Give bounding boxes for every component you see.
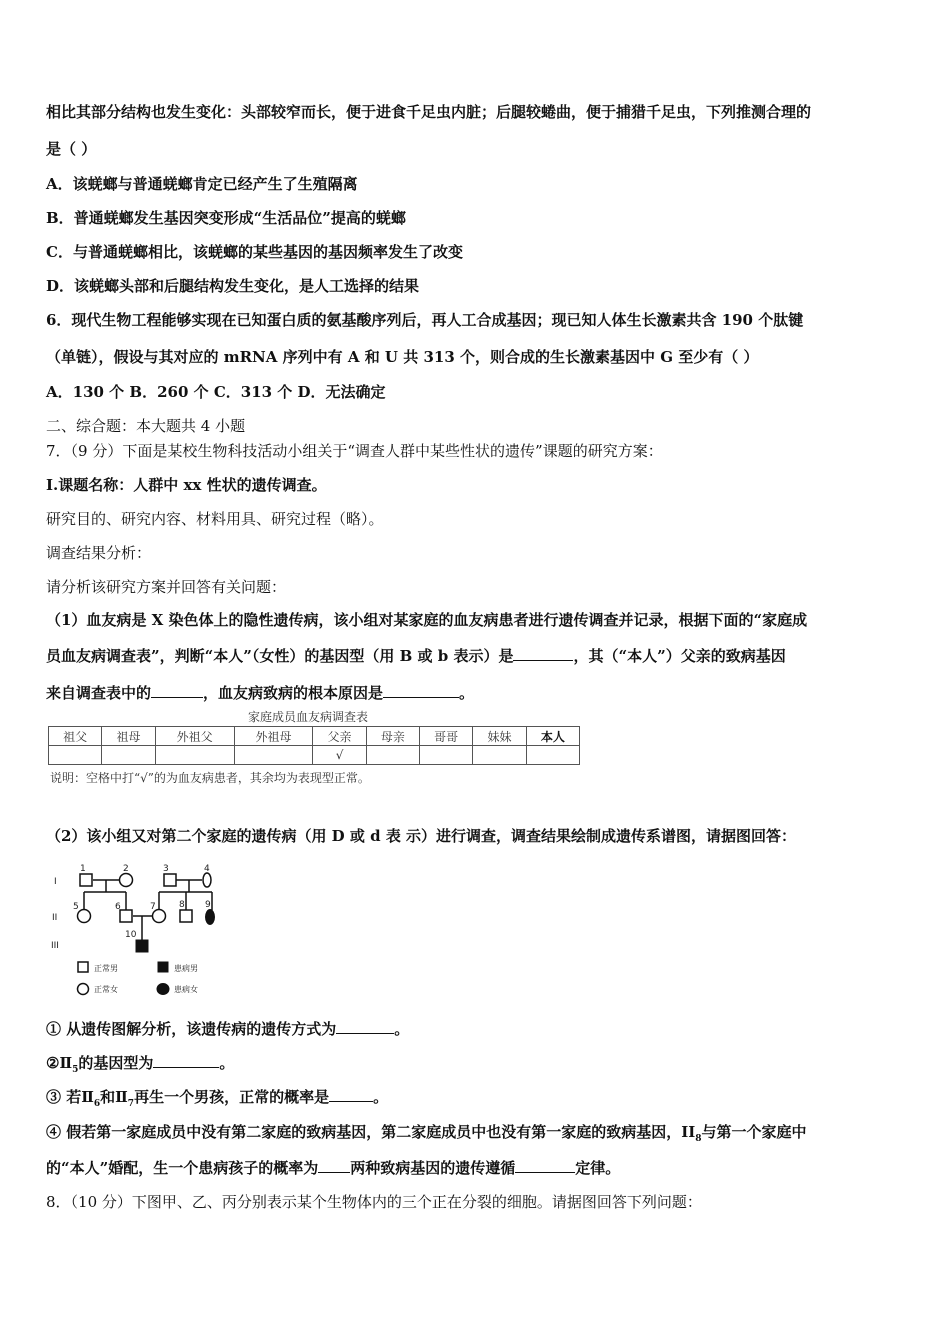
- q7-part1-line3-a: 来自调查表中的: [46, 684, 152, 702]
- q7-sub3-text2: 和Ⅱ: [100, 1088, 128, 1106]
- table-cell: [473, 746, 526, 765]
- person-id: 8: [179, 900, 185, 910]
- subscript: 7: [127, 1099, 135, 1109]
- q7-sub4-line2: [46, 1158, 620, 1178]
- q7-sub1-end: 。: [394, 1020, 410, 1038]
- person-id: 9: [205, 900, 211, 910]
- q7-sub2-text2: 的基因型为: [78, 1054, 154, 1072]
- table-header: 哥哥: [420, 727, 473, 746]
- person-id: 3: [163, 864, 169, 874]
- table-cell: [420, 746, 473, 765]
- subscript: 8: [695, 1134, 702, 1144]
- table-cell: [155, 746, 234, 765]
- q7-part1-line2-a: 员血友病调查表”，判断“本人”（女性）的基因型（用 B 或 b 表示）是: [46, 647, 514, 665]
- q7-part1-line3-c: 。: [459, 684, 475, 702]
- q5-option-b: B．普通蜣螂发生基因突变形成“生活品位”提高的蜣螂: [46, 209, 406, 227]
- q7-part1-line3: [46, 683, 474, 703]
- table-title: 家庭成员血友病调查表: [247, 710, 368, 724]
- q7-sub4-end: 定律。: [575, 1159, 621, 1177]
- person-id: 7: [150, 902, 156, 912]
- q7-sub4-text4: 两种致病基因的遗传遵循: [350, 1159, 516, 1177]
- q5-option-c: C．与普通蜣螂相比，该蜣螂的某些基因的基因频率发生了改变: [46, 243, 463, 261]
- q7-analysis: 调查结果分析：: [46, 544, 152, 562]
- table-header: 妹妹: [473, 727, 526, 746]
- q7-part1-line3-b: ，血友病致病的根本原因是: [203, 684, 384, 702]
- table-row: [49, 746, 580, 765]
- subscript: 6: [93, 1099, 101, 1109]
- q7-please: 请分析该研究方案并回答有关问题：: [46, 578, 287, 596]
- q8-intro: 8．（10 分）下图甲、乙、丙分别表示某个生物体内的三个正在分裂的细胞。请据图回答下列问题：: [46, 1193, 702, 1211]
- legend-label: 正常女: [94, 985, 118, 994]
- q6-line1: 6．现代生物工程能够实现在已知蛋白质的氨基酸序列后，再人工合成基因；现已知人体生长激素共含 190 个肽键: [46, 311, 804, 329]
- q7-sub4-line1: [46, 1122, 807, 1149]
- answer-blank-probability[interactable]: [329, 1087, 373, 1102]
- table-header: 祖母: [102, 727, 155, 746]
- answer-blank-risk[interactable]: [318, 1158, 350, 1173]
- pedigree-female-4: [203, 873, 211, 887]
- table-grid: [48, 726, 580, 765]
- q7-sub4-text2: 与第一个家庭中: [701, 1123, 807, 1141]
- q7-sub3-text: ③ 若Ⅱ: [46, 1088, 94, 1106]
- q7-sub2-text: ②Ⅱ: [46, 1054, 73, 1072]
- q7-topic: I.课题名称：人群中 xx 性状的遗传调查。: [46, 476, 327, 494]
- gen-label: II: [52, 913, 58, 923]
- legend-normal-male-symbol: [78, 962, 88, 972]
- q7-sub3: [46, 1087, 388, 1114]
- family-survey-table: [48, 708, 588, 786]
- q7-sub4-text3: 的“本人”婚配，生一个患病孩子的概率为: [46, 1159, 319, 1177]
- table-note: 说明：空格中打“√”的为血友病患者，其余均为表现型正常。: [50, 771, 370, 785]
- q5-stem-line1: 相比其部分结构也发生变化：头部较窄而长，便于进食千足虫内脏；后腿较蜷曲，便于捕猎千足虫，下列推测合理的: [46, 103, 812, 121]
- pedigree-female-5: [78, 910, 91, 923]
- legend-label: 患病男: [174, 964, 198, 973]
- table-cell: [49, 746, 102, 765]
- table-cell: [526, 746, 579, 765]
- pedigree-male-8: [180, 910, 192, 922]
- legend-label: 患病女: [174, 985, 198, 994]
- person-id: 1: [80, 864, 86, 874]
- pedigree-male-3: [164, 874, 176, 886]
- person-id: 2: [123, 864, 129, 874]
- pedigree-female-2: [120, 874, 133, 887]
- legend-normal-female-symbol: [78, 984, 89, 995]
- q7-part1-line2: [46, 646, 786, 666]
- answer-blank-genotype[interactable]: [513, 646, 573, 661]
- q7-content: 研究目的、研究内容、材料用具、研究过程（略）。: [46, 510, 384, 528]
- table-cell: √: [313, 746, 366, 765]
- gen-label: III: [51, 941, 59, 951]
- gen-label: I: [54, 877, 57, 887]
- table-header: 祖父: [49, 727, 102, 746]
- pedigree-affected-male-10: [136, 940, 148, 952]
- table-header-row: [49, 727, 580, 746]
- legend-affected-male-symbol: [158, 962, 168, 972]
- person-id: 5: [73, 902, 79, 912]
- answer-blank-law[interactable]: [515, 1158, 575, 1173]
- q7-sub1: [46, 1019, 409, 1039]
- answer-blank-genotype-5[interactable]: [153, 1053, 219, 1068]
- answer-blank-inheritance[interactable]: [336, 1019, 394, 1034]
- q6-options: A．130 个 B．260 个 C．313 个 D．无法确定: [46, 383, 386, 401]
- subscript: 5: [72, 1065, 79, 1075]
- pedigree-affected-female-9: [206, 910, 215, 925]
- q7-part1-line1: （1）血友病是 X 染色体上的隐性遗传病，该小组对某家庭的血友病患者进行遗传调查并记录，根据下面的“家庭成: [46, 611, 808, 629]
- pedigree-chart: [46, 858, 246, 1003]
- q7-intro: 7．（9 分）下面是某校生物科技活动小组关于“调查人群中某些性状的遗传”课题的研究方案：: [46, 442, 663, 460]
- q7-sub4-text: ④ 假若第一家庭成员中没有第二家庭的致病基因，第二家庭成员中也没有第一家庭的致病基因，II: [46, 1123, 696, 1141]
- person-id: 6: [115, 902, 121, 912]
- q7-sub2: [46, 1053, 234, 1080]
- q6-line2: （单链），假设与其对应的 mRNA 序列中有 A 和 U 共 313 个，则合成的生长激素基因中 G 至少有（ ）: [46, 348, 759, 366]
- table-header: 外祖父: [155, 727, 234, 746]
- person-id: 4: [204, 864, 210, 874]
- q7-sub3-end: 。: [373, 1088, 389, 1106]
- q5-option-a: A．该蜣螂与普通蜣螂肯定已经产生了生殖隔离: [46, 175, 358, 193]
- table-header: 母亲: [366, 727, 419, 746]
- legend-label: 正常男: [94, 964, 118, 973]
- answer-blank-cause[interactable]: [383, 683, 459, 698]
- q7-part2: （2）该小组又对第二个家庭的遗传病（用 D 或 d 表 示）进行调查，调查结果绘制成遗传系谱图，请据图回答：: [46, 827, 797, 845]
- q7-sub1-text: ① 从遗传图解分析，该遗传病的遗传方式为: [46, 1020, 337, 1038]
- answer-blank-source[interactable]: [151, 683, 203, 698]
- q5-option-d: D．该蜣螂头部和后腿结构发生变化，是人工选择的结果: [46, 277, 420, 295]
- table-header: 本人: [526, 727, 579, 746]
- table-header: 父亲: [313, 727, 366, 746]
- q5-stem-line2: 是（ ）: [46, 140, 97, 158]
- table-cell: [234, 746, 313, 765]
- table-header: 外祖母: [234, 727, 313, 746]
- pedigree-male-6: [120, 910, 132, 922]
- section-heading: 二、综合题：本大题共 4 小题: [46, 417, 246, 435]
- q7-sub3-text3: 再生一个男孩，正常的概率是: [134, 1088, 330, 1106]
- legend-affected-female-symbol: [157, 984, 169, 995]
- person-id: 10: [125, 930, 137, 940]
- q7-part1-line2-b: ，其（“本人”）父亲的致病基因: [573, 647, 786, 665]
- table-cell: [102, 746, 155, 765]
- pedigree-male-1: [80, 874, 92, 886]
- q7-sub2-end: 。: [219, 1054, 235, 1072]
- table-cell: [366, 746, 419, 765]
